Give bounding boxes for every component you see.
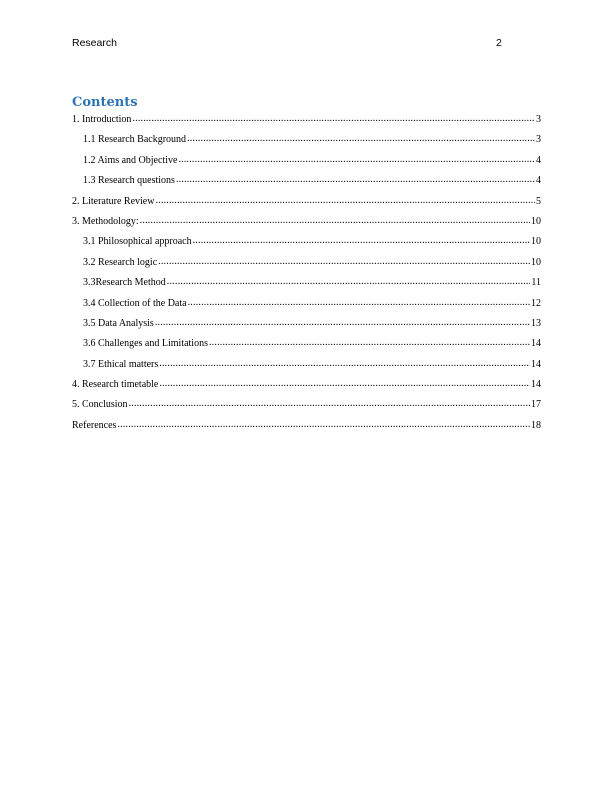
toc-entry-page: 4 <box>536 154 541 166</box>
table-of-contents <box>72 113 541 439</box>
toc-entry[interactable] <box>72 398 541 418</box>
toc-entry-label: 3.3Research Method <box>83 277 166 289</box>
toc-entry-label: 3.7 Ethical matters <box>83 358 159 370</box>
toc-entry[interactable] <box>72 154 541 174</box>
toc-entry-label: 3.1 Philosophical approach <box>83 236 192 248</box>
toc-entry-page: 14 <box>531 379 541 391</box>
toc-entry-label: 3. Methodology: <box>72 215 139 227</box>
toc-entry-page: 13 <box>531 317 541 329</box>
toc-entry-page: 5 <box>536 195 541 207</box>
toc-dot-leader <box>155 194 535 208</box>
toc-entry-page: 18 <box>531 419 541 431</box>
running-header-title: Research <box>72 37 117 49</box>
toc-entry-label: 5. Conclusion <box>72 399 128 411</box>
page-number: 2 <box>496 37 502 49</box>
toc-entry[interactable] <box>72 337 541 357</box>
toc-entry-page: 3 <box>536 114 541 125</box>
toc-entry[interactable] <box>72 276 541 296</box>
toc-entry-label: 3.5 Data Analysis <box>83 317 154 329</box>
toc-entry[interactable] <box>72 297 541 317</box>
toc-entry-page: 14 <box>531 358 541 370</box>
toc-entry[interactable] <box>72 215 541 235</box>
toc-entry-page: 10 <box>531 215 541 227</box>
toc-entry-label: 4. Research timetable <box>72 379 159 391</box>
toc-entry[interactable] <box>72 256 541 276</box>
toc-entry[interactable] <box>72 133 541 153</box>
toc-entry-label: 3.6 Challenges and Limitations <box>83 338 208 350</box>
toc-dot-leader <box>159 357 530 371</box>
toc-dot-leader <box>132 112 535 126</box>
toc-entry-page: 17 <box>531 399 541 411</box>
toc-entry-page: 4 <box>536 175 541 187</box>
toc-entry-label: 1.2 Aims and Objective <box>83 154 178 166</box>
toc-dot-leader <box>155 316 530 330</box>
toc-heading: Contents <box>72 95 138 110</box>
toc-entry-page: 10 <box>531 236 541 248</box>
toc-entry-page: 14 <box>531 338 541 350</box>
toc-entry-page: 10 <box>531 256 541 268</box>
toc-entry-label: 3.4 Collection of the Data <box>83 297 187 309</box>
toc-entry[interactable] <box>72 195 541 215</box>
toc-entry[interactable] <box>72 235 541 255</box>
toc-entry[interactable] <box>72 358 541 378</box>
toc-entry[interactable] <box>72 174 541 194</box>
toc-entry-label: 3.2 Research logic <box>83 256 158 268</box>
toc-dot-leader <box>158 255 530 269</box>
toc-entry[interactable] <box>72 317 541 337</box>
toc-entry-label: References <box>72 419 117 431</box>
toc-dot-leader <box>117 418 530 432</box>
toc-entry-label: 1. Introduction <box>72 114 132 125</box>
toc-entry-label: 1.1 Research Background <box>83 134 187 146</box>
toc-dot-leader <box>176 173 535 187</box>
toc-dot-leader <box>193 234 530 248</box>
toc-dot-leader <box>187 132 535 146</box>
toc-dot-leader <box>178 153 535 167</box>
toc-entry-page: 12 <box>531 297 541 309</box>
toc-dot-leader <box>209 336 530 350</box>
toc-dot-leader <box>129 397 530 411</box>
toc-entry[interactable] <box>72 113 541 133</box>
toc-entry[interactable] <box>72 378 541 398</box>
toc-dot-leader <box>188 296 530 310</box>
toc-entry-page: 11 <box>531 277 541 289</box>
toc-entry-page: 3 <box>536 134 541 146</box>
toc-dot-leader <box>140 214 530 228</box>
toc-entry-label: 1.3 Research questions <box>83 175 175 187</box>
toc-dot-leader <box>167 275 531 289</box>
toc-entry-label: 2. Literature Review <box>72 195 155 207</box>
toc-entry[interactable] <box>72 419 541 439</box>
toc-dot-leader <box>159 377 530 391</box>
